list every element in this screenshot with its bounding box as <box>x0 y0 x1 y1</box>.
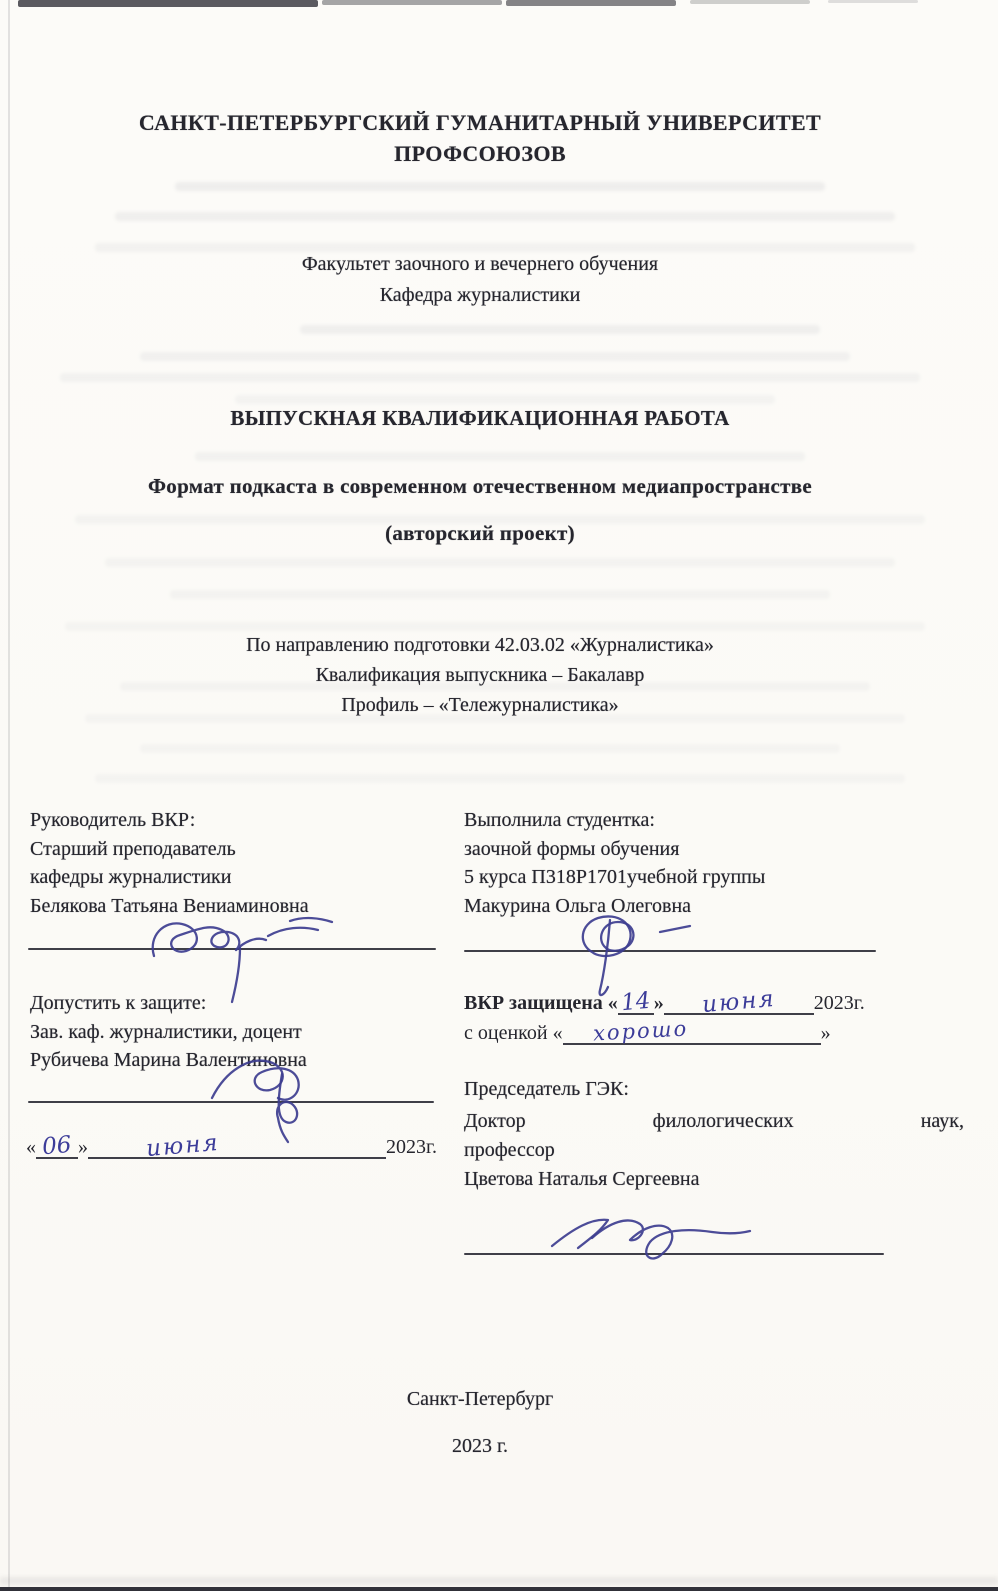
program-direction: По направлению подготовки 42.03.02 «Журналистика» <box>246 634 714 656</box>
scan-artifact-top-3 <box>506 0 676 6</box>
supervisor-label: Руководитель ВКР: <box>30 809 196 831</box>
defense-day-handwritten: 14 <box>620 987 652 1017</box>
admission-label: Допустить к защите: <box>30 992 207 1014</box>
bleed-through-line <box>60 373 920 382</box>
committee-degree-line <box>464 1107 964 1136</box>
student-label: Выполнила студентка: <box>464 809 655 831</box>
defense-day-slot <box>618 988 654 1015</box>
committee-degree-line2: профессор <box>464 1139 555 1161</box>
defense-month-slot <box>664 985 814 1019</box>
student-group: 5 курса П318Р1701учебной группы <box>464 866 766 888</box>
bleed-through-line <box>195 452 805 461</box>
degree-word-2: филологических <box>652 1110 794 1132</box>
defense-year: 2023г. <box>813 992 865 1014</box>
university-name <box>30 107 930 169</box>
grade-close-quote: » <box>820 1022 831 1044</box>
bleed-through-line <box>140 744 840 753</box>
faculty-line: Факультет заочного и вечернего обучения <box>301 253 659 275</box>
defense-close-quote: » <box>653 992 664 1014</box>
grade-label: с оценкой « <box>464 1022 563 1044</box>
bleed-through-line <box>95 774 905 783</box>
supervisor-name: Белякова Татьяна Вениаминовна <box>30 894 309 917</box>
admission-date-row <box>26 1129 437 1163</box>
scan-artifact-top-1 <box>18 0 318 7</box>
defense-date-row <box>464 985 865 1019</box>
department-line: Кафедра журналистики <box>379 284 581 306</box>
bleed-through-line <box>175 182 825 191</box>
scan-artifact-top-4 <box>690 0 810 4</box>
scan-edge-left <box>8 0 10 1591</box>
faculty-block <box>30 249 930 311</box>
admission-position: Зав. каф. журналистики, доцент <box>30 1020 302 1043</box>
scan-artifact-top-5 <box>828 0 918 3</box>
footer-year: 2023 г. <box>452 1435 508 1457</box>
bleed-through-line <box>235 395 775 404</box>
defense-grade-row <box>464 1018 831 1045</box>
bleed-through-line <box>140 352 850 361</box>
admission-day-handwritten: 06 <box>41 1131 73 1161</box>
defense-open-quote: « <box>607 992 618 1014</box>
work-type-heading: ВЫПУСКНАЯ КВАЛИФИКАЦИОННАЯ РАБОТА <box>230 406 730 430</box>
admission-close-quote: » <box>78 1136 88 1158</box>
scan-artifact-bottom-smudge <box>0 1577 998 1585</box>
supervisor-position-line2: кафедры журналистики <box>30 866 232 888</box>
bleed-through-line <box>115 212 895 221</box>
admission-signature <box>190 1034 380 1146</box>
student-name: Макурина Ольга Олеговна <box>464 894 692 917</box>
university-name-line2: ПРОФСОЮЗОВ <box>394 141 566 166</box>
committee-name: Цветова Наталья Сергеевна <box>464 1168 700 1190</box>
program-qualification: Квалификация выпускника – Бакалавр <box>315 664 645 686</box>
supervisor-position-line1: Старший преподаватель <box>30 837 236 860</box>
footer-city: Санкт-Петербург <box>406 1388 554 1410</box>
committee-signature <box>540 1188 770 1280</box>
degree-word-3: наук, <box>920 1110 964 1132</box>
defense-month-handwritten: июня <box>701 985 777 1019</box>
bleed-through-line <box>105 558 895 567</box>
defense-label: ВКР защищена <box>464 992 603 1014</box>
admission-month-handwritten: июня <box>145 1129 221 1163</box>
supervisor-signature <box>140 890 360 1005</box>
admission-day-slot <box>36 1132 78 1159</box>
bleed-through-line <box>170 590 830 599</box>
scan-artifact-top-2 <box>322 0 502 5</box>
scan-artifact-bottom-line <box>0 1587 998 1591</box>
grade-slot <box>563 1018 821 1045</box>
admission-month-slot <box>88 1129 386 1163</box>
bleed-through-line <box>300 325 820 334</box>
student-study-form: заочной формы обучения <box>464 837 680 860</box>
thesis-title: Формат подкаста в современном отечественном медиапространстве <box>147 474 813 498</box>
program-profile: Профиль – «Тележурналистика» <box>341 694 619 716</box>
admission-open-quote: « <box>26 1136 36 1158</box>
degree-word-1: Доктор <box>464 1110 526 1132</box>
university-name-line1: САНКТ-ПЕТЕРБУРГСКИЙ ГУМАНИТАРНЫЙ УНИВЕРСИТЕТ <box>138 110 822 135</box>
admission-year: 2023г. <box>386 1136 437 1158</box>
admission-name: Рубичева Марина Валентиновна <box>30 1049 307 1071</box>
grade-handwritten: хорошо <box>592 1016 689 1046</box>
program-block <box>30 630 930 720</box>
thesis-subtitle: (авторский проект) <box>385 521 575 545</box>
committee-label: Председатель ГЭК: <box>464 1078 629 1100</box>
